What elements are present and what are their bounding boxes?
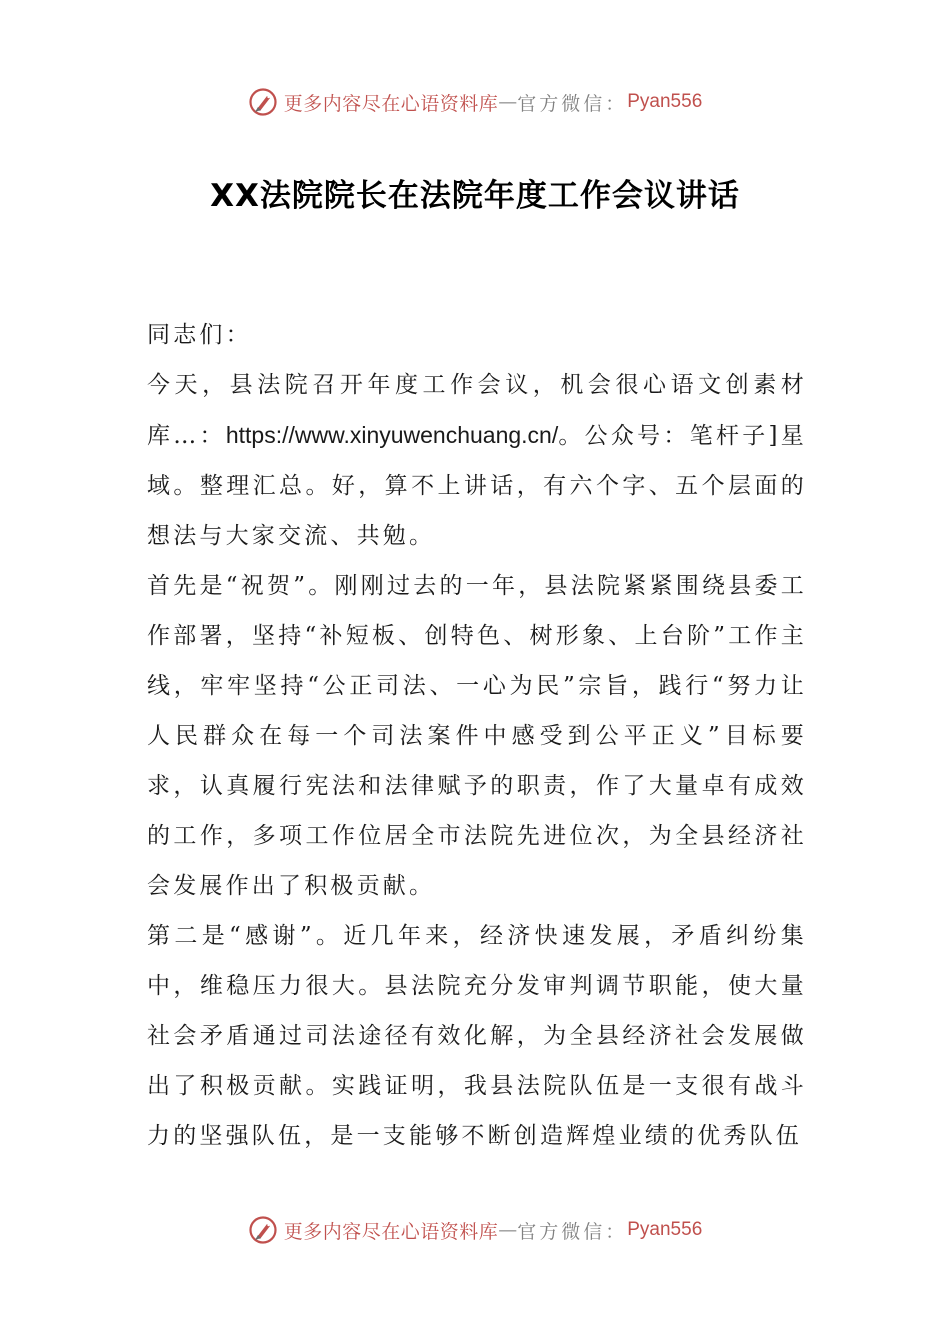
footer-slogan: 更多内容尽在心语资料库 [283, 1220, 499, 1243]
header-banner [0, 80, 950, 124]
pen-nib-circle-icon [248, 87, 278, 117]
paragraph-1-text: 今天，县法院召开年度工作会议，机会很心语文创素材库…： [147, 372, 807, 449]
paragraph-1-text-end: 。公众号：笔杆子]星域。整理汇总。好，算不上讲话，有六个字、五个层面的想法与大家交流、共勉。 [147, 423, 807, 549]
wechat-id: Pyan556 [627, 91, 703, 112]
website-url: https://www.xinyuwenchuang.cn/ [225, 422, 559, 448]
footer-wechat-id: Pyan556 [627, 1219, 703, 1240]
wechat-label: 官方微信： [517, 92, 628, 115]
paragraph-1 [147, 360, 807, 561]
pen-nib-circle-icon [248, 1215, 278, 1245]
paragraph-2: 首先是“祝贺”。刚刚过去的一年，县法院紧紧围绕县委工作部署，坚持“补短板、创特色、树形象、上台阶”工作主线，牢牢坚持“公正司法、一心为民”宗旨，践行“努力让人民群众在每一个司法案件中感受到公平正义”目标要求，认真履行宪法和法律赋予的职责，作了大量卓有成效的工作，多项工作位居全市法院先进位次，为全县经济社会发展作出了积极贡献。 [147, 573, 807, 899]
footer-banner [0, 1208, 950, 1252]
document-body [147, 310, 807, 1161]
footer-separator: — [498, 1219, 518, 1241]
footer-wechat-label: 官方微信： [517, 1220, 628, 1243]
banner-slogan: 更多内容尽在心语资料库 [283, 92, 499, 115]
paragraph-3: 第二是“感谢”。近几年来，经济快速发展，矛盾纠纷集中，维稳压力很大。县法院充分发审判调节职能，使大量社会矛盾通过司法途径有效化解，为全县经济社会发展做出了积极贡献。实践证明，我县法院队伍是一支很有战斗力的坚强队伍，是一支能够不断创造辉煌业绩的优秀队伍 [147, 923, 807, 1149]
document-title: XX法院院长在法院年度工作会议讲话 [210, 178, 740, 214]
banner-separator: — [498, 91, 518, 113]
salutation: 同志们： [147, 322, 252, 348]
